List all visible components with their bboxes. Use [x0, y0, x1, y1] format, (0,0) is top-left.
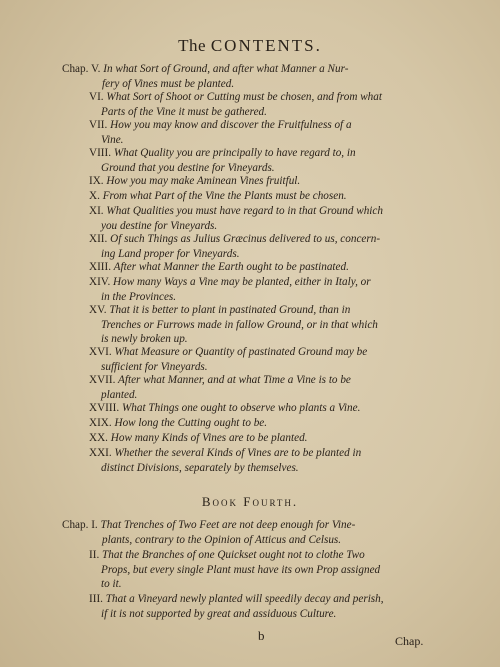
chapter-entry: XI. What Qualities you must have regard to in that Ground which you destine for Vineyards.: [89, 205, 383, 232]
chapter-entry: VI. What Sort of Shoot or Cutting must be chosen, and from what Parts of the Vine it must be gathered.: [89, 91, 382, 118]
chapter-entry: Chap. V. In what Sort of Ground, and after what Manner a Nur- fery of Vines must be planted.: [62, 63, 349, 90]
chapter-entry: VII. How you may know and discover the Fruitfulness of a Vine.: [89, 119, 352, 146]
chapter-entry: Chap. I. That Trenches of Two Feet are not deep enough for Vine- plants, contrary to the Opinion of Atticus and Celsus.: [62, 519, 356, 546]
chapter-entry: XIX. How long the Cutting ought to be.: [89, 417, 268, 429]
chapter-entry: XIII. After what Manner the Earth ought to be pastinated.: [89, 261, 349, 273]
page-header: [0, 36, 500, 56]
signature-mark: b: [258, 628, 265, 643]
chapter-entry: III. That a Vineyard newly planted will speedily decay and perish, if it is not supported by great and assiduous Culture.: [89, 593, 384, 620]
chapter-entry: IX. How you may make Aminean Vines fruitful.: [89, 175, 301, 187]
chapter-entry: X. From what Part of the Vine the Plants must be chosen.: [89, 190, 347, 202]
chapter-entry: XX. How many Kinds of Vines are to be planted.: [89, 432, 308, 444]
header-title: CONTENTS.: [210, 36, 322, 55]
chapter-entry: XXI. Whether the several Kinds of Vines are to be planted in distinct Divisions, separately by themselves.: [89, 447, 362, 474]
book-fourth-heading: Book Fourth.: [201, 494, 299, 509]
chapter-entry: XV. That it is better to plant in pastinated Ground, than in Trenches or Furrows made in fallow Ground, or in that which is newly broken up.: [89, 304, 378, 346]
header-lead: The: [178, 36, 207, 55]
chapter-entry: XVII. After what Manner, and at what Time a Vine is to be planted.: [89, 374, 351, 401]
chapter-entry: XVIII. What Things one ought to observe who plants a Vine.: [89, 402, 361, 414]
chapter-entry: II. That the Branches of one Quickset ought not to clothe Two Props, but every single Plant must have its own Prop assigned to it.: [89, 549, 381, 591]
chapter-entry: VIII. What Quality you are principally to have regard to, in Ground that you destine for Vineyards.: [89, 147, 356, 174]
chapter-entry: XII. Of such Things as Julius Græcinus delivered to us, concern- ing Land proper for Vineyards.: [89, 233, 381, 260]
catchword: Chap.: [395, 634, 424, 648]
chapter-entry: XVI. What Measure or Quantity of pastinated Ground may be sufficient for Vineyards.: [89, 346, 368, 373]
chapter-entry: XIV. How many Ways a Vine may be planted, either in Italy, or in the Provinces.: [89, 276, 371, 303]
